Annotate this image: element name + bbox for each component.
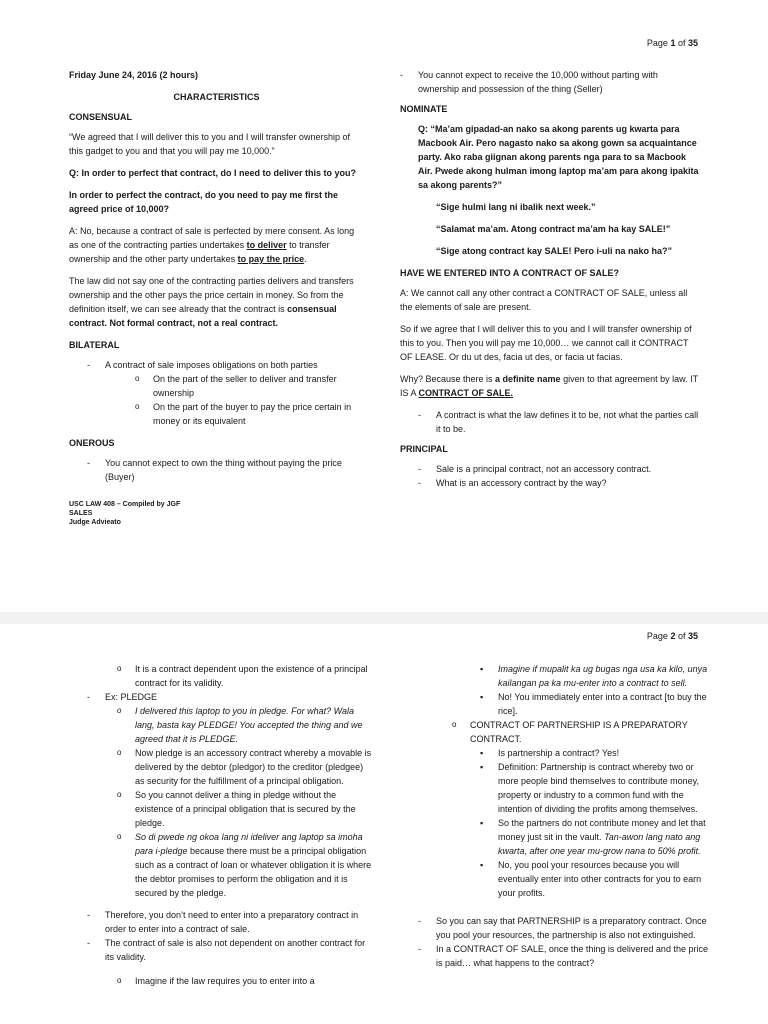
page-number: Page 1 of 35 — [646, 38, 698, 48]
dialogue-line: “Sige atong contract kay SALE! Pero i-uli na nako ha?” — [436, 246, 673, 256]
partnership-list — [418, 718, 710, 900]
list-item: ▪ Imagine if mupalit ka ug bugas nga usa ka kilo, unya kailangan pa ka mu-enter into a contract to sell. — [480, 662, 710, 690]
page-separator — [0, 612, 768, 624]
have-we-heading: HAVE WE ENTERED INTO A CONTRACT OF SALE? — [400, 268, 620, 278]
list-item: - You cannot expect to own the thing without paying the price (Buyer) — [87, 456, 364, 484]
question-macbook: Q: “Ma’am gipadad-an nako sa akong parents ug kwarta para Macbook Air. Pero nagasto nako sa akong gown sa acquaintance party. Ako raba giignan akong parents nga para to sa Macbook Air. Pwede akong hulman imong laptop ma’am para akong ipakita sa akong parents?” — [418, 124, 699, 190]
list-item: ▪ Definition: Partnership is contract whereby two or more people bind themselves to contribute money, property or industry to a common fund with the intention of dividing the profits among themselves. — [480, 760, 710, 816]
onerous-heading: ONEROUS — [69, 438, 115, 448]
list-item: - A contract is what the law defines it to be, not what the parties call it to be. — [418, 408, 700, 436]
page-number: Page 2 of 35 — [646, 631, 698, 641]
right-column — [418, 662, 710, 976]
list-item: o So di pwede ng okoa lang ni ideliver ang laptop sa imoha para i-pledge because there must be a principal obligation such as a contract of loan or whatever obligation it is where the debtor promises to perform the obligation and it is secured by the pledge. — [117, 830, 372, 900]
law-definition-paragraph: The law did not say one of the contracting parties delivers and transfers ownership and the other pays the price certain in money. So from the definition itself, we can see already that the contract is consensual contract. Not formal contract, not a real contract. — [69, 276, 354, 328]
list-item: o So you cannot deliver a thing in pledge without the existence of a principal obligation that is secured by the pledge. — [117, 788, 372, 830]
consensual-heading: CONSENSUAL — [69, 112, 133, 122]
list-item: o CONTRACT OF PARTNERSHIP IS A PREPARATORY CONTRACT. ▪ Is partnership a contract? Yes! ▪ Definition: Partnership is contract whereby two or more people bind themselves to contribute money, property or industry to a common fund with the intention of dividing the profits among themselves. ▪ So the partners do not contribute money and let that money just sit in the vault. Tan-awon lang nato ang kwarta, after one year mu-grow nana to 50% profit. ▪ No, you pool your resources because you will eventually enter into other contracts for you to earn your profits. — [452, 718, 710, 900]
footer — [69, 500, 364, 527]
answer-cannot: A: We cannot call any other contract a CONTRACT OF SALE, unless all the elements of sale are present. — [400, 288, 688, 312]
list-item: - Ex: PLEDGE o I delivered this laptop to you in pledge. For what? Wala lang, basta kay PLEDGE! You accepted the thing and we agreed that it is PLEDGE. o Now pledge is an accessory contract whereby a movable is delivered by the debtor (pledgor) to the creditor (pledgee) as security for the fulfillment of a principal obligation. o So you cannot deliver a thing in pledge without the existence of a principal obligation that is secured by the pledge. o So di pwede ng okoa lang ni ideliver ang laptop sa imoha para i-pledge because there must be a principal obligation such as a contract of loan or whatever obligation it is where the debtor promises to perform the obligation and it is secured by the pledge. — [87, 690, 372, 900]
date-line: Friday June 24, 2016 (2 hours) — [69, 70, 199, 80]
dialogue-line: “Sige hulmi lang ni ibalik next week.” — [436, 202, 596, 212]
list-item: - Therefore, you don’t need to enter into a preparatory contract in order to enter into a contract of sale. — [87, 908, 372, 936]
list-item: ▪ No! You immediately enter into a contract [to buy the rice]. — [480, 690, 710, 718]
rice-list — [418, 662, 710, 718]
bilateral-heading: BILATERAL — [69, 340, 120, 350]
question-deliver: Q: In order to perfect that contract, do I need to deliver this to you? — [69, 168, 357, 178]
list-item: o On the part of the seller to deliver and transfer ownership — [135, 372, 364, 400]
footer-judge: Judge Advieato — [69, 519, 121, 526]
list-item: - The contract of sale is also not dependent on another contract for its validity. — [87, 936, 372, 964]
imagine-list — [87, 974, 372, 988]
dependent-list — [87, 662, 372, 690]
list-item: o On the part of the buyer to pay the price certain in money or its equivalent — [135, 400, 364, 428]
list-item: - What is an accessory contract by the way? — [418, 476, 700, 490]
list-item: ▪ So the partners do not contribute money and let that money just sit in the vault. Tan-awon lang nato ang kwarta, after one year mu-grow nana to 50% profit. — [480, 816, 710, 858]
left-column — [69, 68, 364, 527]
why-paragraph: Why? Because there is a definite name given to that agreement by law. IT IS A CONTRACT OF SALE. — [400, 374, 698, 398]
principal-list — [400, 462, 700, 490]
list-item: ▪ No, you pool your resources because you will eventually enter into other contracts for you to earn your profits. — [480, 858, 710, 900]
principal-heading: PRINCIPAL — [400, 444, 448, 454]
list-item: ▪ Is partnership a contract? Yes! — [480, 746, 710, 760]
contract-list — [400, 408, 700, 436]
list-item: - In a CONTRACT OF SALE, once the thing is delivered and the price is paid… what happens to the contract? — [418, 942, 710, 970]
list-item: o I delivered this laptop to you in pledge. For what? Wala lang, basta kay PLEDGE! You accepted the thing and we agreed that it is PLEDGE. — [117, 704, 372, 746]
list-item: - Sale is a principal contract, not an accessory contract. — [418, 462, 700, 476]
list-item: o It is a contract dependent upon the existence of a principal contract for its validity. — [117, 662, 372, 690]
nominate-heading: NOMINATE — [400, 104, 448, 114]
onerous-list — [69, 456, 364, 484]
preparatory-list — [418, 914, 710, 970]
footer-subject: SALES — [69, 510, 93, 517]
so-if-paragraph: So if we agree that I will deliver this to you and I will transfer ownership of this to you. Then you will pay me 10,000… we cannot call it CONTRACT OF LEASE. Or du ut des, facia ut des, or facia ut facias. — [400, 324, 692, 362]
list-item: o Imagine if the law requires you to enter into a — [117, 974, 372, 988]
quote-agreement: “We agreed that I will deliver this to you and I will transfer ownership of this gadget to you and that you will pay me 10,000.” — [69, 132, 350, 156]
left-column — [87, 662, 372, 988]
list-item: - You cannot expect to receive the 10,000 without parting with ownership and possession of the thing (Seller) — [400, 68, 700, 96]
list-item: - So you can say that PARTNERSHIP is a preparatory contract. Once you pool your resources, the partnership is also not extinguished. — [418, 914, 710, 942]
seller-list — [400, 68, 700, 96]
characteristics-heading: CHARACTERISTICS — [173, 92, 260, 102]
bilateral-list — [69, 358, 364, 428]
footer-course: USC LAW 408 – Compiled by JGF — [69, 501, 181, 508]
list-item: o Now pledge is an accessory contract whereby a movable is delivered by the debtor (pledgor) to the creditor (pledgee) as security for the fulfillment of a principal obligation. — [117, 746, 372, 788]
answer-consent: A: No, because a contract of sale is perfected by mere consent. As long as one of the contracting parties undertakes to deliver to transfer ownership and the other party undertakes to pay the price. — [69, 226, 355, 264]
right-column — [400, 68, 700, 496]
list-item: - A contract of sale imposes obligations on both parties o On the part of the seller to deliver and transfer ownership o On the part of the buyer to pay the price certain in money or its equivalent — [87, 358, 364, 428]
pledge-list — [87, 690, 372, 964]
document-page-2 — [0, 624, 768, 1024]
question-pay: In order to perfect the contract, do you need to pay me first the agreed price of 10,000? — [69, 190, 339, 214]
dialogue-line: “Salamat ma’am. Atong contract ma’am ha kay SALE!” — [436, 224, 671, 234]
